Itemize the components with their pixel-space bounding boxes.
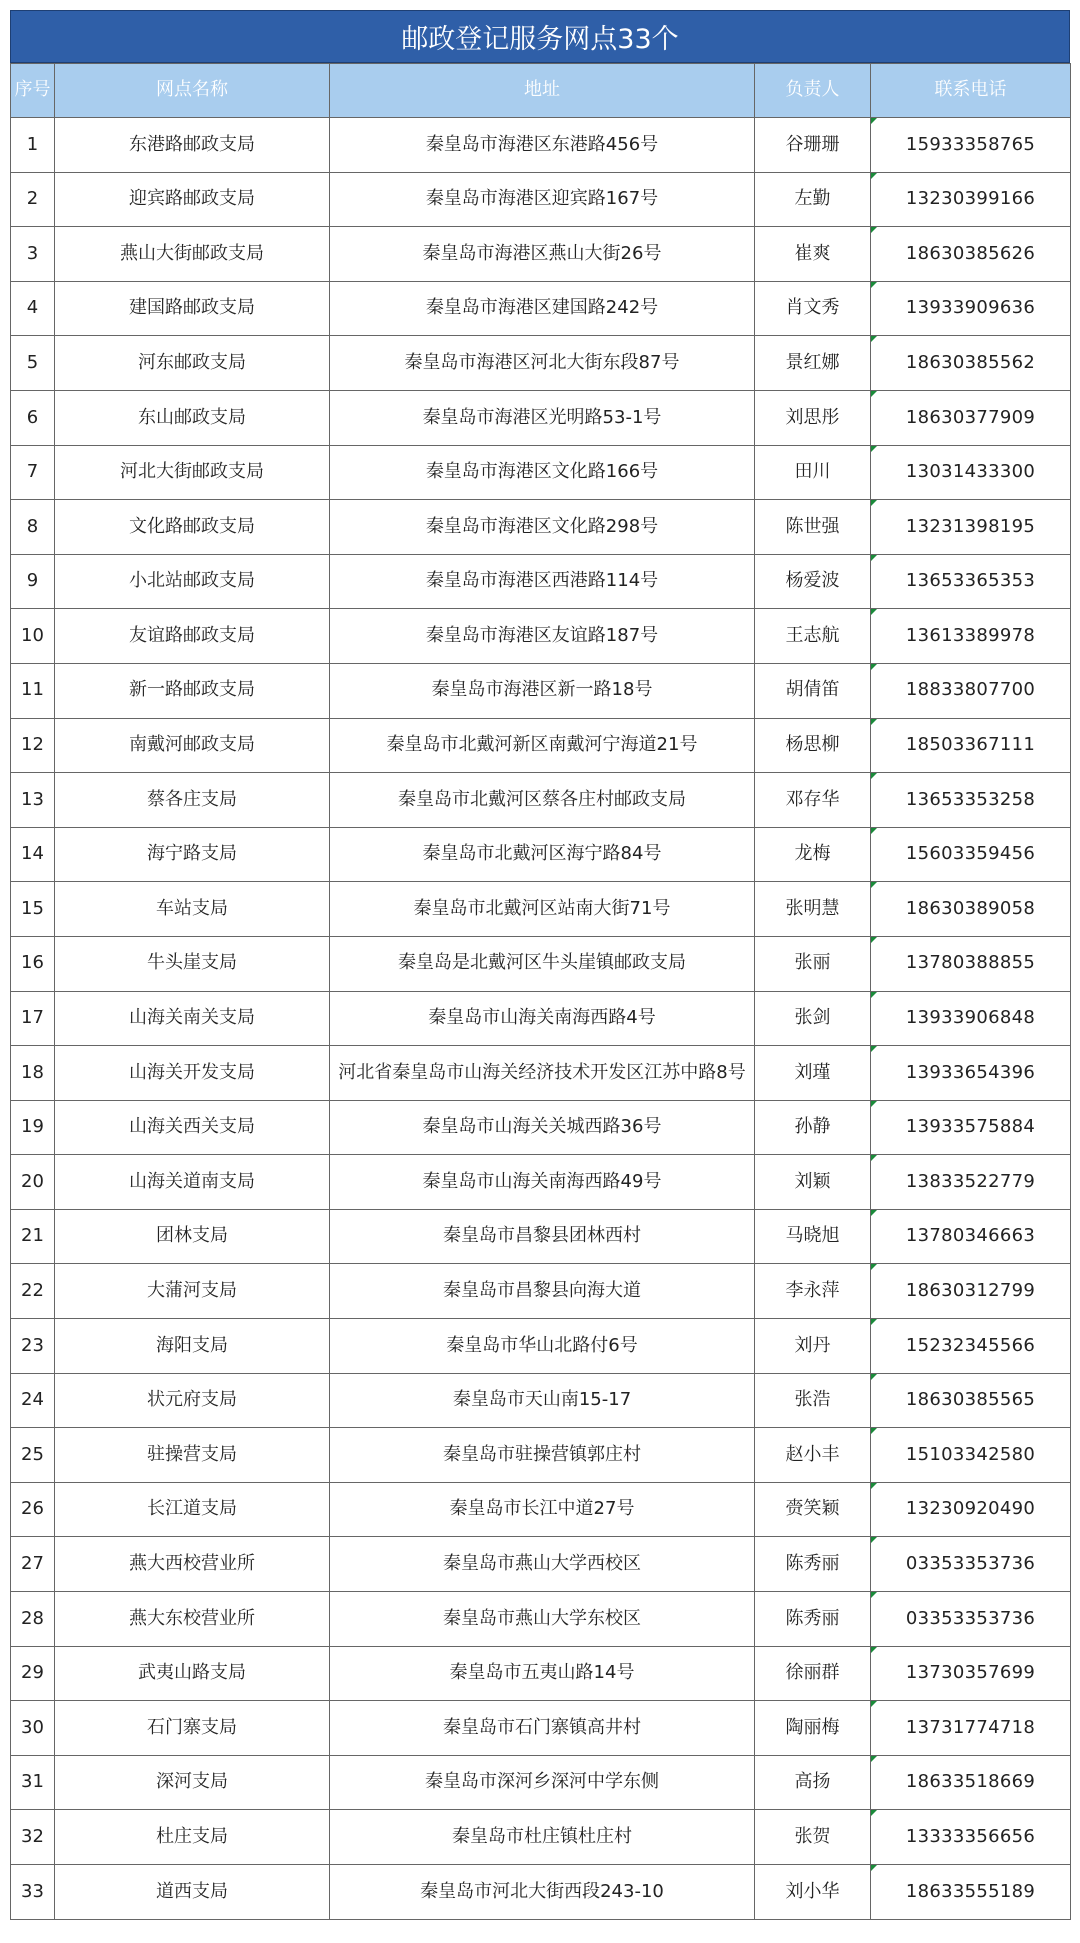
row-seq: 5 <box>11 336 55 391</box>
service-points-table <box>10 63 1071 1920</box>
table-row <box>11 1810 1071 1865</box>
row-name: 武夷山路支局 <box>55 1646 330 1701</box>
row-phone: 13230920490 <box>871 1482 1071 1537</box>
row-address: 秦皇岛市海港区光明路53-1号 <box>330 390 755 445</box>
row-person: 张明慧 <box>755 882 871 937</box>
table-row <box>11 1701 1071 1756</box>
row-seq: 16 <box>11 936 55 991</box>
row-seq: 9 <box>11 554 55 609</box>
row-address: 秦皇岛市河北大街西段243-10 <box>330 1865 755 1920</box>
row-phone: 13833522779 <box>871 1155 1071 1210</box>
row-phone: 13730357699 <box>871 1646 1071 1701</box>
row-phone: 13933909636 <box>871 281 1071 336</box>
table-row <box>11 609 1071 664</box>
row-seq: 6 <box>11 390 55 445</box>
row-name: 燕山大街邮政支局 <box>55 227 330 282</box>
table-row <box>11 991 1071 1046</box>
row-name: 东山邮政支局 <box>55 390 330 445</box>
row-name: 燕大西校营业所 <box>55 1537 330 1592</box>
row-address: 秦皇岛市海港区文化路298号 <box>330 500 755 555</box>
table-row <box>11 1264 1071 1319</box>
table-row <box>11 1046 1071 1101</box>
row-name: 山海关南关支局 <box>55 991 330 1046</box>
row-person: 龙梅 <box>755 827 871 882</box>
row-person: 胡倩笛 <box>755 663 871 718</box>
row-person: 张丽 <box>755 936 871 991</box>
table-row <box>11 1755 1071 1810</box>
row-seq: 17 <box>11 991 55 1046</box>
row-phone: 15933358765 <box>871 118 1071 173</box>
row-seq: 15 <box>11 882 55 937</box>
row-address: 秦皇岛市燕山大学东校区 <box>330 1592 755 1647</box>
table-row <box>11 936 1071 991</box>
row-phone: 13653365353 <box>871 554 1071 609</box>
row-person: 赍笑颖 <box>755 1482 871 1537</box>
table-header <box>11 64 1071 118</box>
row-seq: 7 <box>11 445 55 500</box>
row-address: 秦皇岛市山海关南海西路4号 <box>330 991 755 1046</box>
row-seq: 26 <box>11 1482 55 1537</box>
row-address: 秦皇岛市长江中道27号 <box>330 1482 755 1537</box>
row-person: 赵小丰 <box>755 1428 871 1483</box>
row-name: 南戴河邮政支局 <box>55 718 330 773</box>
row-address: 秦皇岛市华山北路付6号 <box>330 1319 755 1374</box>
row-address: 秦皇岛市北戴河新区南戴河宁海道21号 <box>330 718 755 773</box>
row-person: 马晓旭 <box>755 1209 871 1264</box>
row-address: 秦皇岛市海港区燕山大街26号 <box>330 227 755 282</box>
table-row <box>11 336 1071 391</box>
table-row <box>11 554 1071 609</box>
row-person: 肖文秀 <box>755 281 871 336</box>
row-name: 长江道支局 <box>55 1482 330 1537</box>
row-seq: 20 <box>11 1155 55 1210</box>
row-address: 秦皇岛市深河乡深河中学东侧 <box>330 1755 755 1810</box>
table-row <box>11 1373 1071 1428</box>
row-phone: 13230399166 <box>871 172 1071 227</box>
row-phone: 13653353258 <box>871 773 1071 828</box>
row-name: 迎宾路邮政支局 <box>55 172 330 227</box>
row-person: 刘小华 <box>755 1865 871 1920</box>
row-seq: 25 <box>11 1428 55 1483</box>
row-address: 秦皇岛市北戴河区海宁路84号 <box>330 827 755 882</box>
row-seq: 4 <box>11 281 55 336</box>
row-person: 高扬 <box>755 1755 871 1810</box>
table-row <box>11 500 1071 555</box>
row-seq: 29 <box>11 1646 55 1701</box>
row-name: 山海关道南支局 <box>55 1155 330 1210</box>
row-address: 秦皇岛市石门寨镇高井村 <box>330 1701 755 1756</box>
row-name: 石门寨支局 <box>55 1701 330 1756</box>
row-person: 王志航 <box>755 609 871 664</box>
row-seq: 19 <box>11 1100 55 1155</box>
row-phone: 13933575884 <box>871 1100 1071 1155</box>
row-address: 秦皇岛市海港区建国路242号 <box>330 281 755 336</box>
row-person: 刘丹 <box>755 1319 871 1374</box>
row-person: 张浩 <box>755 1373 871 1428</box>
row-address: 秦皇岛市海港区友谊路187号 <box>330 609 755 664</box>
row-seq: 32 <box>11 1810 55 1865</box>
row-seq: 11 <box>11 663 55 718</box>
row-phone: 15603359456 <box>871 827 1071 882</box>
row-name: 大蒲河支局 <box>55 1264 330 1319</box>
row-name: 河北大街邮政支局 <box>55 445 330 500</box>
row-seq: 27 <box>11 1537 55 1592</box>
row-person: 陶丽梅 <box>755 1701 871 1756</box>
row-name: 状元府支局 <box>55 1373 330 1428</box>
row-phone: 18630385562 <box>871 336 1071 391</box>
header-row <box>11 64 1071 118</box>
row-name: 海宁路支局 <box>55 827 330 882</box>
row-seq: 2 <box>11 172 55 227</box>
table-title: 邮政登记服务网点33个 <box>10 10 1070 63</box>
row-address: 秦皇岛市山海关关城西路36号 <box>330 1100 755 1155</box>
table-row <box>11 281 1071 336</box>
row-person: 张贺 <box>755 1810 871 1865</box>
table-row <box>11 663 1071 718</box>
table-body <box>11 118 1071 1920</box>
table-row <box>11 882 1071 937</box>
table-row <box>11 445 1071 500</box>
row-address: 秦皇岛市海港区河北大街东段87号 <box>330 336 755 391</box>
row-phone: 13031433300 <box>871 445 1071 500</box>
row-seq: 12 <box>11 718 55 773</box>
row-person: 田川 <box>755 445 871 500</box>
row-address: 秦皇岛市海港区西港路114号 <box>330 554 755 609</box>
row-person: 陈世强 <box>755 500 871 555</box>
row-seq: 31 <box>11 1755 55 1810</box>
row-address: 秦皇岛市天山南15-17 <box>330 1373 755 1428</box>
row-seq: 10 <box>11 609 55 664</box>
row-seq: 3 <box>11 227 55 282</box>
row-name: 燕大东校营业所 <box>55 1592 330 1647</box>
row-phone: 18633555189 <box>871 1865 1071 1920</box>
row-name: 文化路邮政支局 <box>55 500 330 555</box>
table-row <box>11 1537 1071 1592</box>
row-address: 秦皇岛市海港区新一路18号 <box>330 663 755 718</box>
row-name: 驻操营支局 <box>55 1428 330 1483</box>
table-row <box>11 390 1071 445</box>
row-phone: 15103342580 <box>871 1428 1071 1483</box>
row-phone: 13613389978 <box>871 609 1071 664</box>
table-row <box>11 1155 1071 1210</box>
row-address: 秦皇岛市海港区东港路456号 <box>330 118 755 173</box>
row-name: 道西支局 <box>55 1865 330 1920</box>
row-person: 张剑 <box>755 991 871 1046</box>
row-person: 杨爱波 <box>755 554 871 609</box>
row-name: 深河支局 <box>55 1755 330 1810</box>
row-name: 东港路邮政支局 <box>55 118 330 173</box>
table-row <box>11 172 1071 227</box>
row-person: 邓存华 <box>755 773 871 828</box>
row-address: 秦皇岛市海港区文化路166号 <box>330 445 755 500</box>
table-row <box>11 1482 1071 1537</box>
row-seq: 30 <box>11 1701 55 1756</box>
row-name: 杜庄支局 <box>55 1810 330 1865</box>
table-row <box>11 827 1071 882</box>
table-row <box>11 773 1071 828</box>
row-phone: 18630389058 <box>871 882 1071 937</box>
row-address: 秦皇岛市昌黎县向海大道 <box>330 1264 755 1319</box>
table-row <box>11 1319 1071 1374</box>
header-address: 地址 <box>330 64 755 118</box>
row-phone: 13333356656 <box>871 1810 1071 1865</box>
row-name: 河东邮政支局 <box>55 336 330 391</box>
row-person: 徐丽群 <box>755 1646 871 1701</box>
table-row <box>11 1100 1071 1155</box>
row-address: 秦皇岛是北戴河区牛头崖镇邮政支局 <box>330 936 755 991</box>
row-address: 秦皇岛市昌黎县团林西村 <box>330 1209 755 1264</box>
row-phone: 13780388855 <box>871 936 1071 991</box>
table-row <box>11 718 1071 773</box>
row-phone: 18630312799 <box>871 1264 1071 1319</box>
row-phone: 18630385565 <box>871 1373 1071 1428</box>
table-row <box>11 1209 1071 1264</box>
row-address: 秦皇岛市燕山大学西校区 <box>330 1537 755 1592</box>
row-phone: 13731774718 <box>871 1701 1071 1756</box>
row-person: 刘颖 <box>755 1155 871 1210</box>
row-phone: 18633518669 <box>871 1755 1071 1810</box>
row-seq: 13 <box>11 773 55 828</box>
table-row <box>11 1646 1071 1701</box>
row-phone: 18833807700 <box>871 663 1071 718</box>
row-name: 车站支局 <box>55 882 330 937</box>
row-address: 河北省秦皇岛市山海关经济技术开发区江苏中路8号 <box>330 1046 755 1101</box>
row-seq: 1 <box>11 118 55 173</box>
row-name: 牛头崖支局 <box>55 936 330 991</box>
row-address: 秦皇岛市山海关南海西路49号 <box>330 1155 755 1210</box>
row-phone: 18630385626 <box>871 227 1071 282</box>
row-phone: 03353353736 <box>871 1537 1071 1592</box>
table-row <box>11 1592 1071 1647</box>
table-row <box>11 1865 1071 1920</box>
row-person: 左勤 <box>755 172 871 227</box>
table-row <box>11 1428 1071 1483</box>
row-phone: 03353353736 <box>871 1592 1071 1647</box>
row-seq: 23 <box>11 1319 55 1374</box>
row-seq: 18 <box>11 1046 55 1101</box>
row-seq: 24 <box>11 1373 55 1428</box>
row-person: 陈秀丽 <box>755 1537 871 1592</box>
row-name: 山海关西关支局 <box>55 1100 330 1155</box>
row-seq: 28 <box>11 1592 55 1647</box>
row-address: 秦皇岛市驻操营镇郭庄村 <box>330 1428 755 1483</box>
row-person: 景红娜 <box>755 336 871 391</box>
row-name: 海阳支局 <box>55 1319 330 1374</box>
row-address: 秦皇岛市杜庄镇杜庄村 <box>330 1810 755 1865</box>
row-seq: 33 <box>11 1865 55 1920</box>
row-seq: 22 <box>11 1264 55 1319</box>
row-person: 崔爽 <box>755 227 871 282</box>
row-address: 秦皇岛市北戴河区站南大街71号 <box>330 882 755 937</box>
row-seq: 14 <box>11 827 55 882</box>
row-person: 刘思彤 <box>755 390 871 445</box>
row-phone: 13933906848 <box>871 991 1071 1046</box>
row-name: 新一路邮政支局 <box>55 663 330 718</box>
table-row <box>11 227 1071 282</box>
row-phone: 15232345566 <box>871 1319 1071 1374</box>
row-name: 小北站邮政支局 <box>55 554 330 609</box>
row-name: 山海关开发支局 <box>55 1046 330 1101</box>
row-name: 建国路邮政支局 <box>55 281 330 336</box>
header-phone: 联系电话 <box>871 64 1071 118</box>
row-person: 杨思柳 <box>755 718 871 773</box>
header-seq: 序号 <box>11 64 55 118</box>
row-person: 刘瑾 <box>755 1046 871 1101</box>
row-seq: 8 <box>11 500 55 555</box>
row-phone: 13231398195 <box>871 500 1071 555</box>
row-person: 陈秀丽 <box>755 1592 871 1647</box>
row-person: 李永萍 <box>755 1264 871 1319</box>
row-phone: 13933654396 <box>871 1046 1071 1101</box>
row-name: 友谊路邮政支局 <box>55 609 330 664</box>
header-person: 负责人 <box>755 64 871 118</box>
row-phone: 13780346663 <box>871 1209 1071 1264</box>
service-points-sheet <box>10 10 1070 1920</box>
row-phone: 18630377909 <box>871 390 1071 445</box>
table-row <box>11 118 1071 173</box>
row-address: 秦皇岛市海港区迎宾路167号 <box>330 172 755 227</box>
row-name: 蔡各庄支局 <box>55 773 330 828</box>
row-phone: 18503367111 <box>871 718 1071 773</box>
row-address: 秦皇岛市北戴河区蔡各庄村邮政支局 <box>330 773 755 828</box>
row-seq: 21 <box>11 1209 55 1264</box>
row-person: 谷珊珊 <box>755 118 871 173</box>
row-name: 团林支局 <box>55 1209 330 1264</box>
header-name: 网点名称 <box>55 64 330 118</box>
row-address: 秦皇岛市五夷山路14号 <box>330 1646 755 1701</box>
row-person: 孙静 <box>755 1100 871 1155</box>
